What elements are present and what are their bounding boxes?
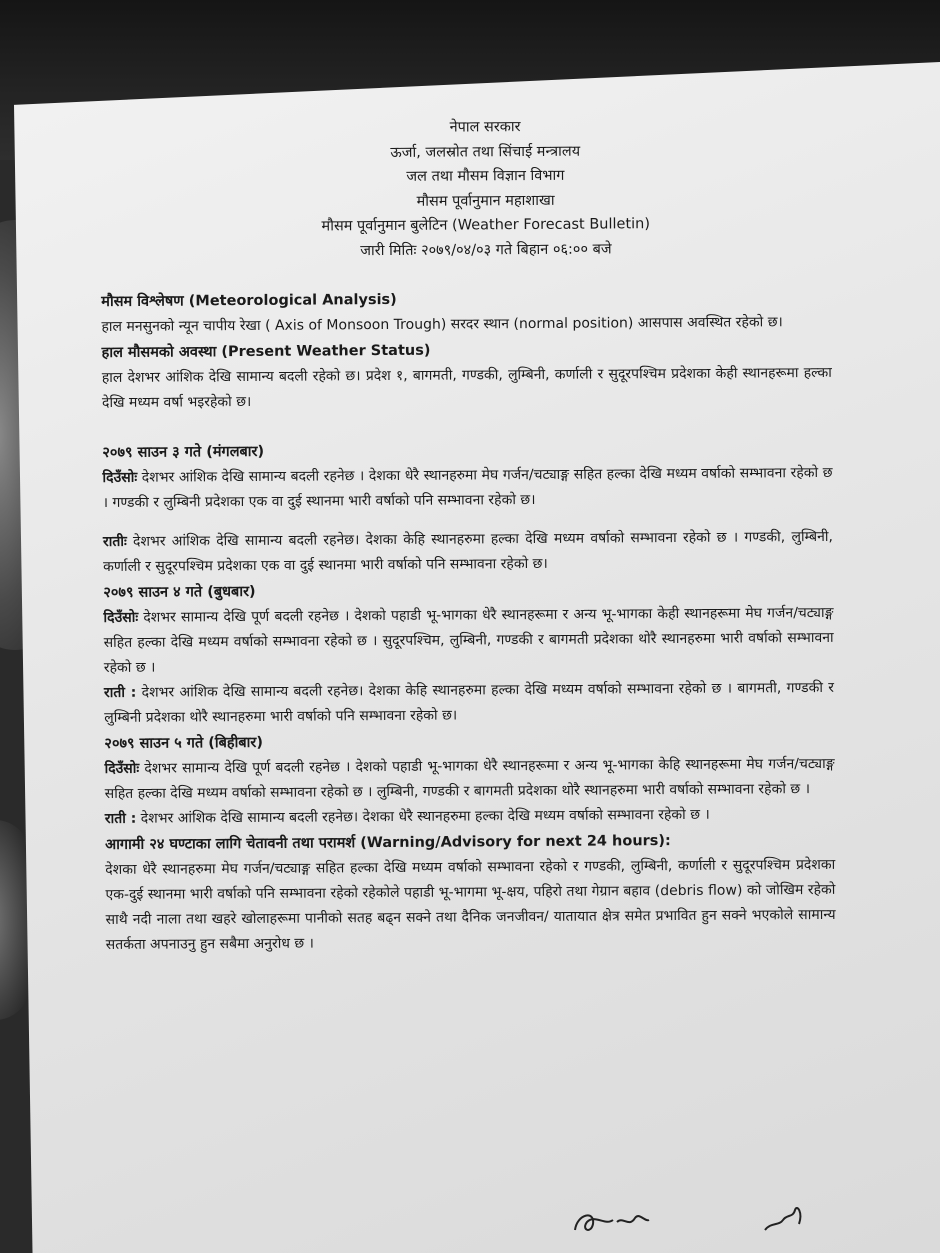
analysis-title: मौसम विश्लेषण (Meteorological Analysis): [101, 291, 397, 310]
day3-title: २०७९ साउन ५ गते (बिहीबार): [104, 734, 264, 752]
day1-title: २०७९ साउन ३ गते (मंगलबार): [102, 443, 265, 461]
day2-night-text: देशभर आंशिक देखि सामान्य बदली रहनेछ। देशका केहि स्थानहरुमा हल्का देखि मध्यम वर्षाको सम्भावना रहेको छ । बागमती, गण्डकी र लुम्बिनी प्रदेशका थोरै स्थानहरुमा भारी वर्षाको पनि सम्भावना रहेको छ।: [104, 679, 835, 726]
bulletin-header: [140, 113, 831, 265]
day2-night: [104, 676, 834, 731]
header-line-issue-date: जारी मितिः २०७९/०४/०३ गते बिहान ०६:०० बजे: [360, 240, 612, 259]
daytime-label: दिउँसोः: [103, 609, 139, 626]
signature-scribble-icon: [565, 1200, 845, 1240]
present-weather-title: हाल मौसमको अवस्था (Present Weather Status): [101, 342, 431, 361]
day3-night-text: देशभर आंशिक देखि सामान्य बदली रहनेछ। देशका धेरै स्थानहरुमा हल्का देखि मध्यम वर्षाको सम्भावना रहेको छ ।: [140, 806, 710, 827]
header-line-division: मौसम पूर्वानुमान महाशाखा: [416, 192, 555, 210]
warning-title: आगामी २४ घण्टाका लागि चेतावनी तथा परामर्श (Warning/Advisory for next 24 hours):: [105, 833, 671, 853]
header-line-government: नेपाल सरकार: [449, 119, 521, 136]
header-line-ministry: ऊर्जा, जलस्रोत तथा सिंचाई मन्त्रालय: [390, 143, 581, 161]
finger: [0, 820, 30, 1020]
daytime-label: दिउँसोः: [102, 469, 138, 486]
day3-daytime: [104, 752, 834, 807]
day1-night-text: देशभर आंशिक देखि सामान्य बदली रहनेछ। देशका केहि स्थानहरुमा हल्का देखि मध्यम वर्षाको सम्भावना रहेको छ । गण्डकी, लुम्बिनी, कर्णाली र सुदूरपश्चिम प्रदेशका एक वा दुई स्थानमा भारी वर्षाको पनि सम्भावना रहेको छ।: [103, 528, 833, 575]
daytime-label: दिउँसोः: [104, 760, 140, 777]
night-label: राती :: [104, 810, 137, 827]
bulletin-document: [100, 113, 836, 958]
day2-daytime: [103, 601, 834, 681]
day1-daytime: [102, 461, 832, 516]
signature: [565, 1200, 845, 1240]
day2-daytime-text: देशभर सामान्य देखि पूर्ण बदली रहनेछ । देशको पहाडी भू-भागका धेरै स्थानहरूमा र अन्य भू-भागका केही स्थानहरूमा मेघ गर्जन/चट्याङ्ग सहित हल्का देखि मध्यम वर्षाको सम्भावना रहेको छ । सुदूरपश्चिम, लुम्बिनी, गण्डकी र बागमती प्रदेशका थोरै स्थानहरुमा भारी वर्षाको सम्भावना रहेको छ ।: [103, 604, 834, 676]
analysis-text: हाल मनसुनको न्यून चापीय रेखा ( Axis of Monsoon Trough) सरदर स्थान (normal position) आसपास अवस्थित रहेको छ।: [101, 314, 783, 335]
day2-title: २०७९ साउन ४ गते (बुधबार): [103, 583, 256, 601]
night-label: राती :: [103, 684, 137, 701]
warning-text: देशका धेरै स्थानहरुमा मेघ गर्जन/चट्याङ्ग सहित हल्का देखि मध्यम वर्षाको सम्भावना रहेको र गण्डकी, लुम्बिनी, कर्णाली र सुदूरपश्चिम प्रदेशका एक-दुई स्थानमा भारी वर्षाको पनि सम्भावना रहेको रहेकोले पहाडी भू-भागमा भू-क्षय, पहिरो तथा गेग्रान बहाव (debris flow) को जोखिम रहेको साथै नदी नाला तथा खहरे खोलाहरूमा पानीको सतह बढ्न सक्ने तथा दैनिक जनजीवन/ यातायात क्षेत्र समेत प्रभावित हुन सक्ने भएकोले सामान्य सतर्कता अपनाउनु हुन सबैमा अनुरोध छ ।: [105, 856, 836, 953]
day1-night: [103, 525, 833, 580]
day3-daytime-text: देशभर सामान्य देखि पूर्ण बदली रहनेछ । देशको पहाडी भू-भागका धेरै स्थानहरूमा र अन्य भू-भागका केहि स्थानहरूमा मेघ गर्जन/चट्याङ्ग सहित हल्का देखि मध्यम वर्षाको सम्भावना रहेको छ । लुम्बिनी, गण्डकी र बागमती प्रदेशका थोरै स्थानहरुमा भारी वर्षाको सम्भावना रहेको छ ।: [104, 755, 835, 802]
header-line-department: जल तथा मौसम विज्ञान विभाग: [406, 167, 565, 185]
present-weather-text: हाल देशभर आंशिक देखि सामान्य बदली रहेको छ। प्रदेश १, बागमती, गण्डकी, लुम्बिनी, कर्णाली र सुदूरपश्चिम प्रदेशका केही स्थानहरूमा हल्का देखि मध्यम वर्षा भइरहेको छ।: [101, 364, 832, 411]
day1-daytime-text: देशभर आंशिक देखि सामान्य बदली रहनेछ । देशका धेरै स्थानहरुमा मेघ गर्जन/चट्याङ्ग सहित हल्का देखि मध्यम वर्षाको सम्भावना रहेको छ । गण्डकी र लुम्बिनी प्रदेशका एक वा दुई स्थानमा भारी वर्षाको पनि सम्भावना रहेको छ।: [102, 464, 833, 511]
night-label: रातीः: [102, 533, 127, 550]
header-line-bulletin-title: मौसम पूर्वानुमान बुलेटिन (Weather Forecast Bulletin): [321, 216, 651, 235]
